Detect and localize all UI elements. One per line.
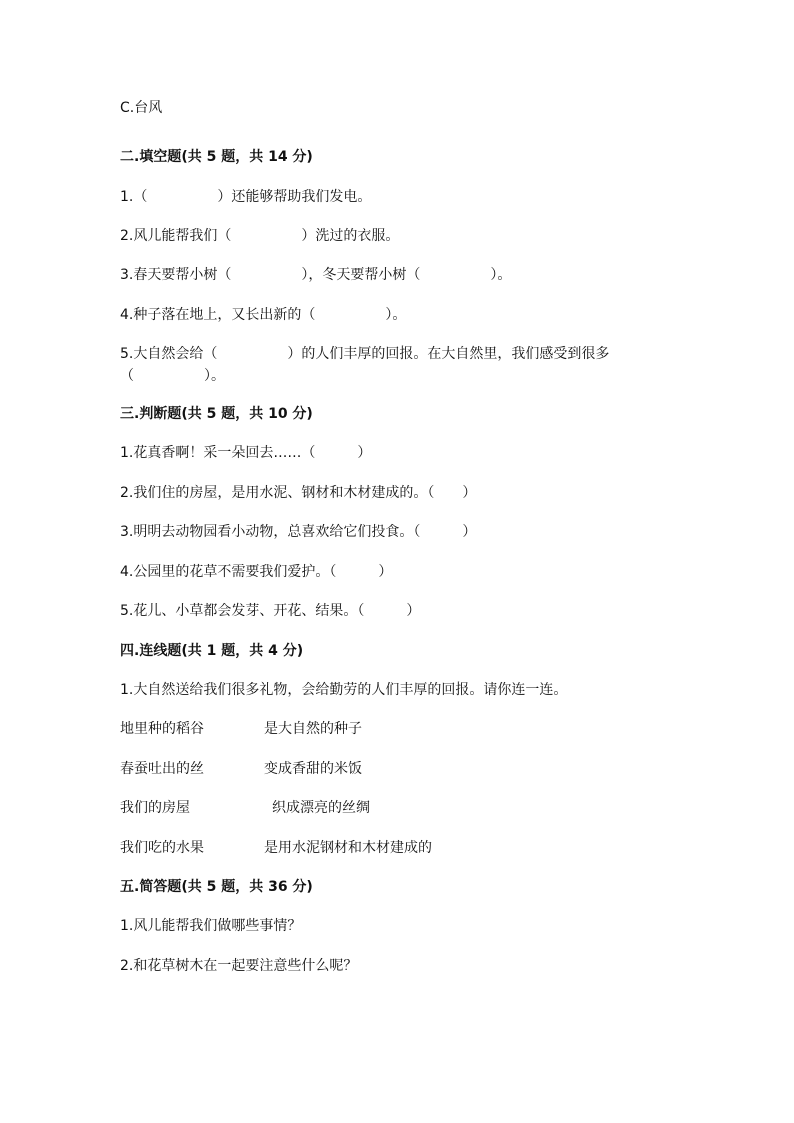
section-2-title: 二.填空题(共 5 题，共 14 分) — [120, 149, 313, 165]
match-left-item: 我们的房屋 — [120, 800, 190, 816]
judge-question-3: 3.明明去动物园看小动物，总喜欢给它们投食。（ ） — [120, 524, 477, 540]
match-right-item: 是大自然的种子 — [264, 721, 362, 737]
section-5-title: 五.简答题(共 5 题，共 36 分) — [120, 879, 313, 895]
match-right-item: 是用水泥钢材和木材建成的 — [264, 840, 432, 856]
match-left-item: 地里种的稻谷 — [120, 721, 204, 737]
fill-question-1: 1.（ ）还能够帮助我们发电。 — [120, 189, 372, 205]
short-answer-question-1: 1.风儿能帮我们做哪些事情？ — [120, 918, 302, 934]
section-3-title: 三.判断题(共 5 题，共 10 分) — [120, 406, 313, 422]
judge-question-1: 1.花真香啊！采一朵回去……（ ） — [120, 445, 372, 461]
judge-question-2: 2.我们住的房屋，是用水泥、钢材和木材建成的。（ ） — [120, 485, 477, 501]
fill-question-5-line-1: 5.大自然会给（ ）的人们丰厚的回报。在大自然里，我们感受到很多 — [120, 346, 610, 362]
fill-question-4: 4.种子落在地上，又长出新的（ ）。 — [120, 307, 407, 323]
section-4-title: 四.连线题(共 1 题，共 4 分) — [120, 643, 304, 659]
option-c: C.台风 — [120, 100, 163, 116]
match-left-item: 春蚕吐出的丝 — [120, 761, 204, 777]
fill-question-5-line-2: （ ）。 — [120, 368, 225, 384]
judge-question-4: 4.公园里的花草不需要我们爱护。（ ） — [120, 564, 393, 580]
short-answer-question-2: 2.和花草树木在一起要注意些什么呢？ — [120, 958, 358, 974]
fill-question-2: 2.风儿能帮我们（ ）洗过的衣服。 — [120, 228, 400, 244]
fill-question-3: 3.春天要帮小树（ ），冬天要帮小树（ ）。 — [120, 267, 512, 283]
match-left-item: 我们吃的水果 — [120, 840, 204, 856]
judge-question-5: 5.花儿、小草都会发芽、开花、结果。（ ） — [120, 603, 421, 619]
matching-question-1: 1.大自然送给我们很多礼物，会给勤劳的人们丰厚的回报。请你连一连。 — [120, 682, 568, 698]
match-right-item: 织成漂亮的丝绸 — [272, 800, 370, 816]
match-right-item: 变成香甜的米饭 — [264, 761, 362, 777]
